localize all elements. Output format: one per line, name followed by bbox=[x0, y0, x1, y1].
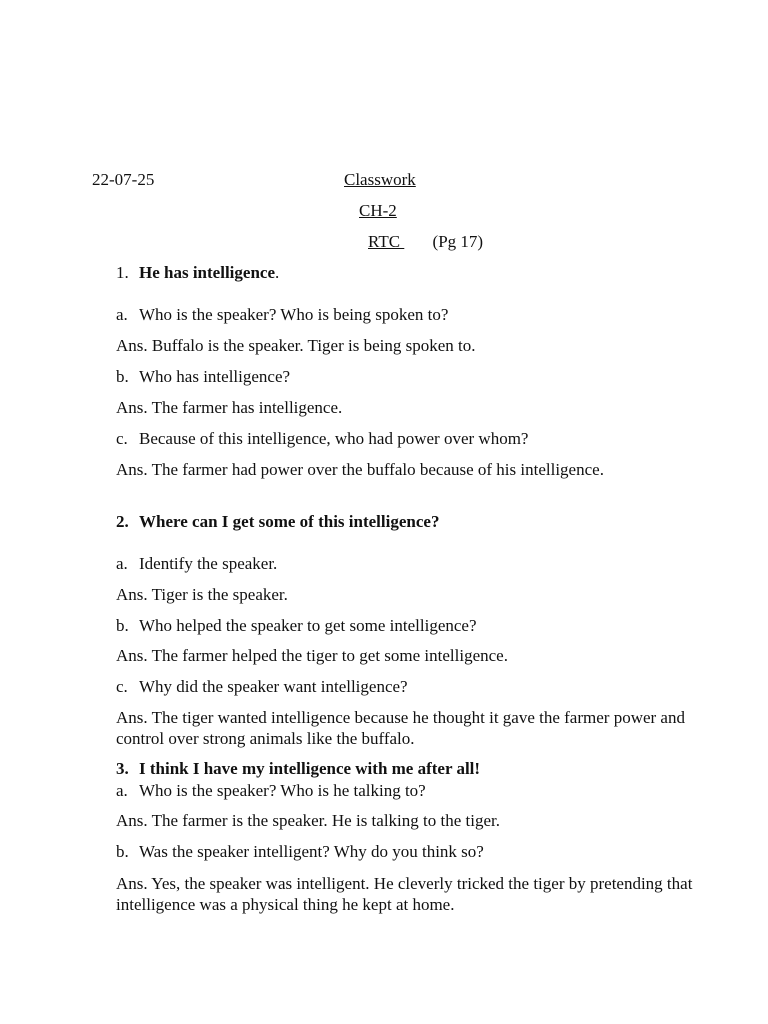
q2-subquestion-c bbox=[116, 677, 408, 697]
sub-text: Was the speaker intelligent? Why do you think so? bbox=[139, 842, 484, 861]
question-number: 3. bbox=[116, 759, 129, 778]
sub-text: Identify the speaker. bbox=[139, 554, 278, 573]
sub-text: Who is the speaker? Who is being spoken to? bbox=[139, 305, 449, 324]
q2-subquestion-a bbox=[116, 554, 277, 574]
page-title: Classwork bbox=[344, 170, 416, 189]
question-punctuation: . bbox=[274, 263, 280, 282]
q1-subquestion-a bbox=[116, 305, 448, 325]
page-reference: (Pg 17) bbox=[432, 232, 484, 251]
sub-label: a. bbox=[116, 781, 128, 800]
question-number: 1. bbox=[116, 263, 129, 282]
q1-answer-a: Ans. Buffalo is the speaker. Tiger is being spoken to. bbox=[116, 336, 476, 355]
topic-label: RTC bbox=[368, 232, 405, 251]
sub-text: Who has intelligence? bbox=[139, 367, 291, 386]
sub-label: a. bbox=[116, 305, 128, 324]
sub-label: c. bbox=[116, 677, 128, 696]
question-1-heading bbox=[116, 263, 279, 283]
q2-answer-c: Ans. The tiger wanted intelligence because he thought it gave the farmer power and control over strong animals like the buffalo. bbox=[116, 708, 685, 748]
sub-label: c. bbox=[116, 429, 128, 448]
q3-answer-b: Ans. Yes, the speaker was intelligent. He cleverly tricked the tiger by pretending that intelligence was a physical thing he kept at home. bbox=[116, 874, 693, 914]
q3-subquestion-b bbox=[116, 842, 484, 862]
q1-subquestion-c bbox=[116, 429, 528, 449]
q2-subquestion-b bbox=[116, 616, 477, 636]
q3-subquestion-a bbox=[116, 781, 426, 801]
q1-answer-c: Ans. The farmer had power over the buffalo because of his intelligence. bbox=[116, 460, 604, 479]
q2-answer-b: Ans. The farmer helped the tiger to get some intelligence. bbox=[116, 646, 508, 665]
question-text: He has intelligence bbox=[139, 263, 275, 282]
question-text: I think I have my intelligence with me after all! bbox=[139, 759, 481, 778]
chapter-label: CH-2 bbox=[359, 201, 397, 220]
q1-answer-b: Ans. The farmer has intelligence. bbox=[116, 398, 343, 417]
question-3-heading bbox=[116, 759, 480, 779]
sub-label: b. bbox=[116, 842, 129, 861]
q1-subquestion-b bbox=[116, 367, 290, 387]
question-text: Where can I get some of this intelligence? bbox=[139, 512, 440, 531]
sub-text: Why did the speaker want intelligence? bbox=[139, 677, 408, 696]
question-2-heading bbox=[116, 512, 439, 532]
sub-label: b. bbox=[116, 367, 129, 386]
q2-answer-a: Ans. Tiger is the speaker. bbox=[116, 585, 288, 604]
sub-text: Because of this intelligence, who had power over whom? bbox=[139, 429, 529, 448]
date-text: 22-07-25 bbox=[92, 170, 155, 189]
sub-text: Who is the speaker? Who is he talking to? bbox=[139, 781, 426, 800]
sub-text: Who helped the speaker to get some intelligence? bbox=[139, 616, 477, 635]
sub-label: b. bbox=[116, 616, 129, 635]
sub-label: a. bbox=[116, 554, 128, 573]
question-number: 2. bbox=[116, 512, 129, 531]
q3-answer-a: Ans. The farmer is the speaker. He is talking to the tiger. bbox=[116, 811, 500, 830]
topic-line bbox=[368, 232, 483, 252]
